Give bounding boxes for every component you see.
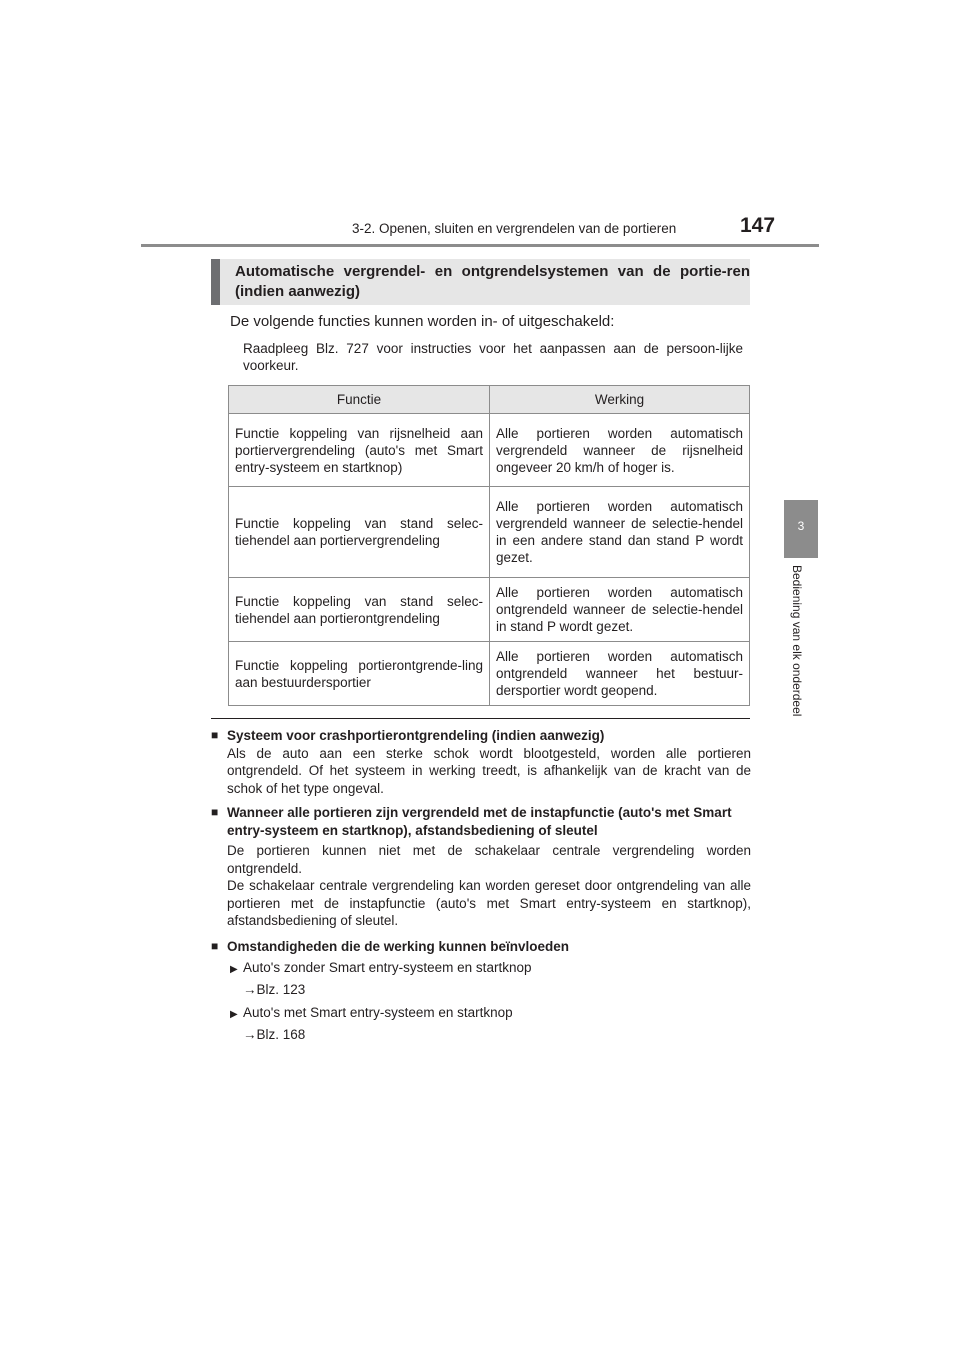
block-heading-text: Omstandigheden die de werking kunnen beïnvloeden bbox=[227, 939, 570, 954]
table-row bbox=[229, 642, 750, 706]
cell-werking: Alle portieren worden automatisch vergrendeld wanneer de rijsnelheid ongeveer 20 km/h of hoger is. bbox=[490, 414, 750, 487]
intro-text: De volgende functies kunnen worden in- of uitgeschakeld: bbox=[230, 313, 615, 330]
square-bullet-icon: ■ bbox=[211, 939, 219, 953]
block-heading bbox=[211, 727, 751, 745]
column-header-functie: Functie bbox=[229, 386, 490, 414]
page-reference-text: Blz. 123 bbox=[256, 982, 306, 997]
block-body: De portieren kunnen niet met de schakelaar centrale vergrendeling worden ontgrendeld. bbox=[227, 843, 751, 876]
chapter-tab[interactable] bbox=[784, 500, 818, 558]
info-block-conditions bbox=[211, 938, 751, 956]
block-body: Als de auto aan een sterke schok wordt blootgesteld, worden alle portieren ontgrendeld. Of het systeem in werking treedt, is afhankelijk van de kracht van de schok of het type ongeval. bbox=[227, 745, 751, 796]
section-title: Automatische vergrendel- en ontgrendelsystemen van de portie-ren (indien aanwezig) bbox=[235, 263, 750, 300]
cell-werking: Alle portieren worden automatisch ontgrendeld wanneer de selectie-hendel in stand P wordt gezet. bbox=[490, 578, 750, 642]
cell-functie: Functie koppeling van stand selec-tiehendel aan portierontgrendeling bbox=[229, 578, 490, 642]
page-header bbox=[0, 212, 960, 242]
note-text: Raadpleeg Blz. 727 voor instructies voor het aanpassen aan de persoon-lijke voorkeur. bbox=[243, 341, 743, 373]
cell-werking: Alle portieren worden automatisch vergrendeld wanneer de selectie-hendel in een andere stand dan stand P wordt gezet. bbox=[490, 487, 750, 578]
triangle-bullet-icon: ▶ bbox=[230, 1009, 238, 1020]
list-item bbox=[230, 1005, 513, 1020]
section-heading-box bbox=[211, 259, 750, 305]
section-breadcrumb: 3-2. Openen, sluiten en vergrendelen van de portieren bbox=[352, 221, 677, 236]
list-item-label: Auto's met Smart entry-systeem en startknop bbox=[243, 1005, 513, 1020]
page-reference[interactable] bbox=[243, 982, 305, 997]
column-header-werking: Werking bbox=[490, 386, 750, 414]
block-heading-text: Wanneer alle portieren zijn vergrendeld met de instapfunctie (auto's met Smart entry-systeem en startknop), afstandsbediening of sleutel bbox=[227, 805, 732, 838]
header-divider bbox=[141, 244, 819, 247]
square-bullet-icon: ■ bbox=[211, 805, 219, 819]
info-block-crash bbox=[211, 727, 751, 797]
cell-werking: Alle portieren worden automatisch ontgrendeld wanneer het bestuur-dersportier wordt geopend. bbox=[490, 642, 750, 706]
list-item-label: Auto's zonder Smart entry-systeem en startknop bbox=[243, 960, 532, 975]
section-divider bbox=[211, 718, 750, 719]
function-table bbox=[228, 385, 750, 706]
cell-functie: Functie koppeling van rijsnelheid aan portiervergrendeling (auto's met Smart entry-systeem en startknop) bbox=[229, 414, 490, 487]
block-heading-text: Systeem voor crashportierontgrendeling (indien aanwezig) bbox=[227, 728, 605, 743]
table-row bbox=[229, 578, 750, 642]
chapter-label: Bediening van elk onderdeel bbox=[790, 565, 804, 717]
table-row bbox=[229, 414, 750, 487]
page-reference-text: Blz. 168 bbox=[256, 1027, 306, 1042]
page-reference[interactable] bbox=[243, 1027, 305, 1042]
block-heading bbox=[211, 938, 751, 956]
list-item bbox=[230, 960, 531, 975]
arrow-right-icon: → bbox=[243, 1027, 257, 1042]
page-number: 147 bbox=[740, 214, 776, 237]
cell-functie: Functie koppeling portierontgrende-ling aan bestuurdersportier bbox=[229, 642, 490, 706]
table-header-row bbox=[229, 386, 750, 414]
cell-functie: Functie koppeling van stand selec-tiehendel aan portiervergrendeling bbox=[229, 487, 490, 578]
triangle-bullet-icon: ▶ bbox=[230, 964, 238, 975]
block-heading bbox=[211, 804, 751, 839]
table-row bbox=[229, 487, 750, 578]
block-body: De schakelaar centrale vergrendeling kan worden gereset door ontgrendeling van alle portieren met de instapfunctie (auto's met Smart entry-systeem en startknop), afstandsbediening of sleutel. bbox=[227, 878, 751, 928]
square-bullet-icon: ■ bbox=[211, 728, 219, 742]
arrow-right-icon: → bbox=[243, 982, 257, 997]
chapter-number: 3 bbox=[797, 519, 805, 533]
info-block-locked bbox=[211, 804, 751, 930]
